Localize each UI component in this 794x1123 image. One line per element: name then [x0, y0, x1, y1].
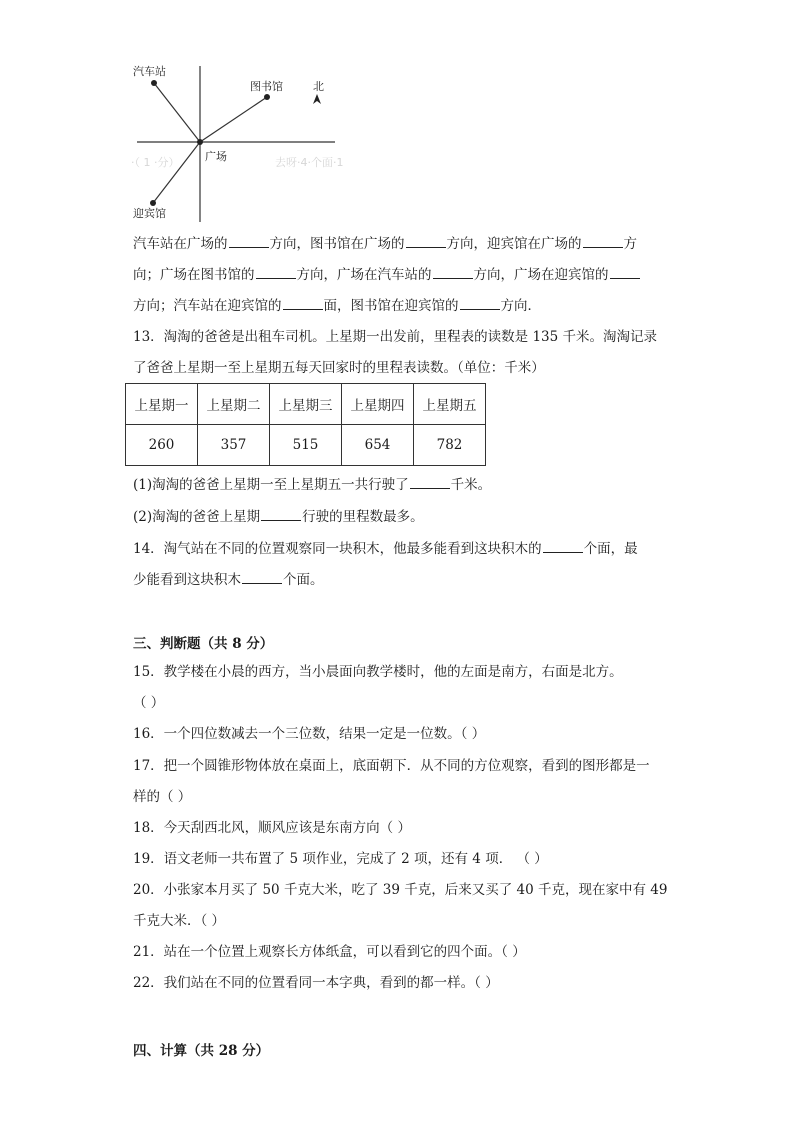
library-point — [264, 94, 270, 100]
q19: 19．语文老师一共布置了 5 项作业，完成了 2 项，还有 4 项． （ ） — [133, 851, 548, 867]
table-cell: 515 — [270, 425, 342, 466]
table-header-row — [126, 384, 486, 425]
table-cell: 357 — [198, 425, 270, 466]
table-header-cell: 上星期五 — [414, 384, 486, 425]
bus-station-label: 汽车站 — [133, 65, 166, 78]
q12-line-3: 方向；汽车站在迎宾馆的 面，图书馆在迎宾馆的 方向． — [133, 295, 541, 316]
q12-line-1: 汽车站在广场的 方向，图书馆在广场的 方向，迎宾馆在广场的 方 — [133, 233, 637, 254]
q17-line-1: 17．把一个圆锥形物体放在桌面上，底面朝下．从不同的方位观察，看到的图形都是一 — [133, 758, 650, 774]
direction-map-figure — [129, 62, 344, 224]
q18: 18．今天刮西北风，顺风应该是东南方向（ ） — [133, 820, 411, 836]
q12-line-2: 向；广场在图书馆的 方向，广场在汽车站的 方向，广场在迎宾馆的 — [133, 264, 641, 285]
bus-station-point — [151, 80, 157, 86]
library-label: 图书馆 — [250, 80, 283, 93]
table-cell: 782 — [414, 425, 486, 466]
q13-line-2: 了爸爸上星期一至上星期五每天回家时的里程表读数。（单位：千米） — [133, 360, 545, 376]
svg-text:去呀·4·个面·1: 去呀·4·个面·1 — [275, 156, 344, 169]
q13-sub-2: (2)淘淘的爸爸上星期 行驶的里程数最多。 — [133, 506, 424, 527]
table-header-cell: 上星期二 — [198, 384, 270, 425]
section-3-title: 三、判断题（共 8 分） — [133, 636, 274, 652]
q15-line-2: （ ） — [133, 695, 165, 711]
q20-line-2: 千克大米．（ ） — [133, 913, 226, 929]
q17-line-2: 样的（ ） — [133, 789, 192, 805]
q20-line-1: 20．小张家本月买了 50 千克大米，吃了 39 千克，后来又买了 40 千克，现在家中有 49 — [133, 882, 668, 898]
svg-text:·（ 1 ·分）: ·（ 1 ·分） — [131, 156, 180, 169]
q22: 22．我们站在不同的位置看同一本字典，看到的都一样。（ ） — [133, 975, 499, 991]
guesthouse-label: 迎宾馆 — [133, 207, 166, 220]
table-cell: 260 — [126, 425, 198, 466]
q21: 21．站在一个位置上观察长方体纸盒，可以看到它的四个面。（ ） — [133, 944, 526, 960]
section-4-title: 四、计算（共 28 分） — [133, 1043, 270, 1059]
table-row — [126, 425, 486, 466]
square-label: 广场 — [205, 150, 227, 163]
q16: 16．一个四位数减去一个三位数，结果一定是一位数。（ ） — [133, 726, 486, 742]
q13-line-1: 13．淘淘的爸爸是出租车司机。上星期一出发前，里程表的读数是 135 千米。淘淘记录 — [133, 329, 658, 345]
table-header-cell: 上星期一 — [126, 384, 198, 425]
north-label: 北 — [313, 80, 324, 93]
mileage-table — [125, 383, 486, 466]
q14-line-2: 少能看到这块积木 个面。 — [133, 569, 324, 590]
table-header-cell: 上星期三 — [270, 384, 342, 425]
guesthouse-point — [150, 200, 156, 206]
table-header-cell: 上星期四 — [342, 384, 414, 425]
table-cell: 654 — [342, 425, 414, 466]
q15-line-1: 15．教学楼在小晨的西方，当小晨面向教学楼时，他的左面是南方，右面是北方。 — [133, 664, 623, 680]
q14-line-1: 14．淘气站在不同的位置观察同一块积木，他最多能看到这块积木的 个面，最 — [133, 538, 638, 559]
square-point — [197, 139, 203, 145]
q13-sub-1: (1)淘淘的爸爸上星期一至上星期五一共行驶了 千米。 — [133, 474, 491, 495]
